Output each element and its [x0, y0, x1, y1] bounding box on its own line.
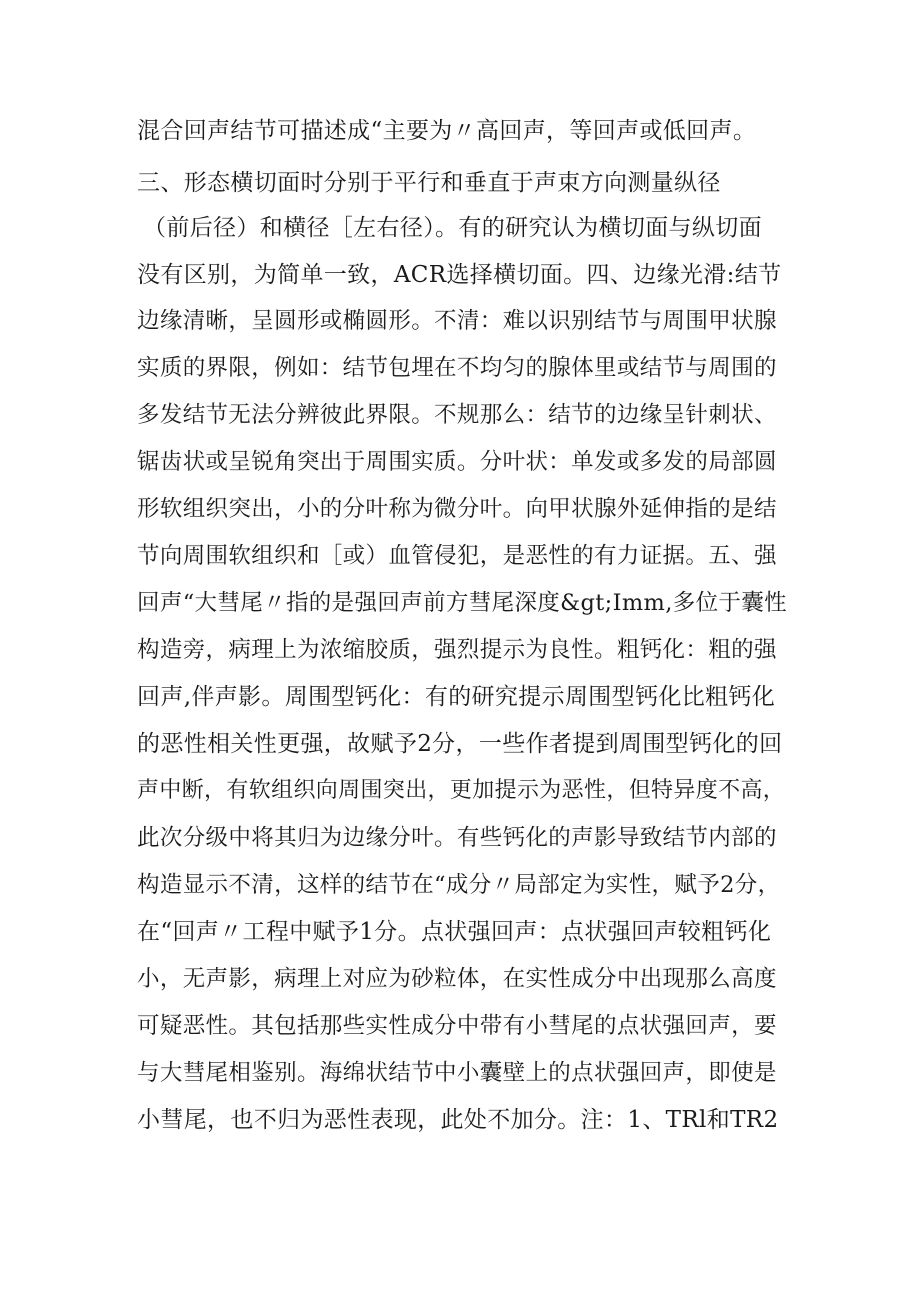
paragraph-line-11: 回声“大彗尾〃指的是强回声前方彗尾深度&gt;Imm,多位于囊性 [137, 590, 787, 616]
paragraph-line-9: 形软组织突出，小的分叶称为微分叶。向甲状腺外延伸指的是结 [137, 496, 777, 522]
paragraph-line-14: 的恶性相关性更强，故赋予2分，一些作者提到周围型钙化的回 [137, 731, 783, 757]
paragraph-line-3: （前后径）和横径［左右径）。有的研究认为横切面与纵切面 [143, 215, 762, 241]
paragraph-line-19: 小，无声影，病理上对应为砂粒体，在实性成分中出现那么高度 [137, 966, 777, 992]
paragraph-line-10: 节向周围软组织和［或）血管侵犯，是恶性的有力证据。五、强 [137, 543, 777, 569]
paragraph-line-17: 构造显示不清，这样的结节在“成分〃局部定为实性，赋予2分， [137, 872, 781, 898]
paragraph-line-18: 在“回声〃工程中赋予1分。点状强回声：点状强回声较粗钙化 [137, 919, 772, 945]
paragraph-line-5: 边缘清晰，呈圆形或椭圆形。不清：难以识别结节与周围甲状腺 [137, 308, 777, 334]
paragraph-line-4: 没有区别，为简单一致，ACR选择横切面。四、边缘光滑:结节 [137, 262, 782, 288]
paragraph-line-8: 锯齿状或呈锐角突出于周围实质。分叶状：单发或多发的局部圆 [137, 449, 777, 475]
paragraph-line-21: 与大彗尾相鉴别。海绵状结节中小囊壁上的点状强回声，即使是 [137, 1060, 777, 1086]
paragraph-line-12: 构造旁，病理上为浓缩胶质，强烈提示为良性。粗钙化：粗的强 [137, 637, 777, 663]
paragraph-line-2: 三、形态横切面时分别于平行和垂直于声束方向测量纵径 [137, 170, 721, 196]
paragraph-line-16: 此次分级中将其归为边缘分叶。有些钙化的声影导致结节内部的 [137, 825, 777, 851]
paragraph-line-7: 多发结节无法分辨彼此界限。不规那么：结节的边缘呈针刺状、 [137, 402, 777, 428]
paragraph-line-1: 混合回声结节可描述成“主要为〃高回声，等回声或低回声。 [137, 118, 757, 144]
paragraph-line-15: 声中断，有软组织向周围突出，更加提示为恶性，但特异度不高， [137, 778, 786, 803]
paragraph-line-13: 回声,伴声影。周围型钙化：有的研究提示周围型钙化比粗钙化 [137, 684, 776, 710]
paragraph-line-20: 可疑恶性。其包括那些实性成分中带有小彗尾的点状强回声，要 [137, 1013, 777, 1039]
paragraph-line-22: 小彗尾，也不归为恶性表现，此处不加分。注：1、TRl和TR2 [137, 1107, 779, 1133]
paragraph-line-6: 实质的界限，例如：结节包埋在不均匀的腺体里或结节与周围的 [137, 355, 777, 381]
